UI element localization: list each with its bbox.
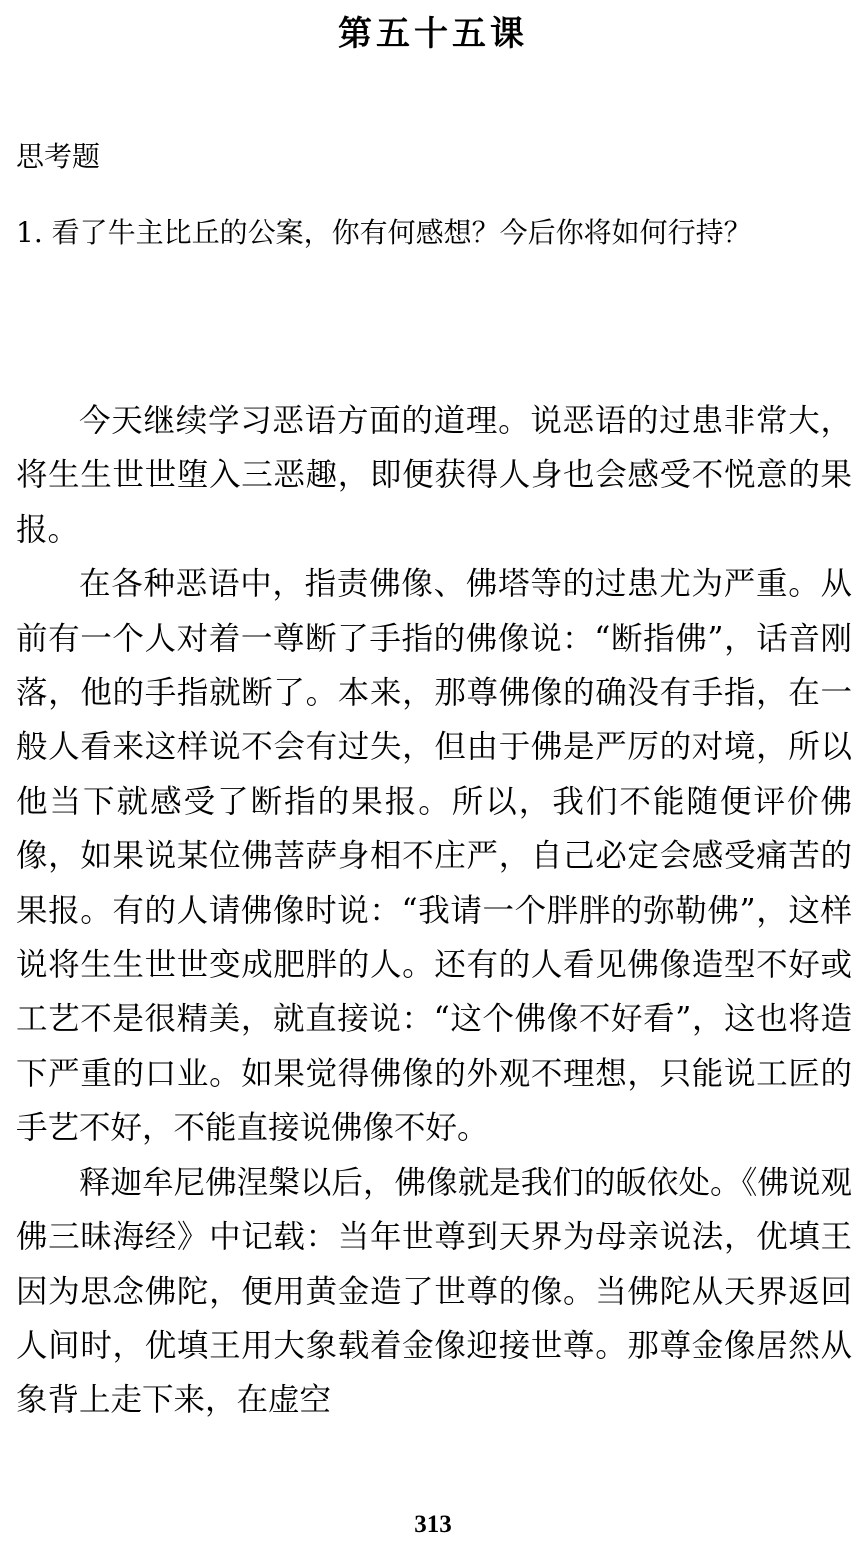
paragraph-1: 今天继续学习恶语方面的道理。说恶语的过患非常大，将生生世世堕入三恶趣，即便获得人身也会感受不悦意的果报。 [16,403,852,548]
paragraph-3: 释迦牟尼佛涅槃以后，佛像就是我们的皈依处。《佛说观佛三昧海经》中记载：当年世尊到天界为母亲说法，优填王因为思念佛陀，便用黄金造了世尊的像。当佛陀从天界返回人间时，优填王用大象载着金像迎接世尊。那尊金像居然从象背上走下来，在虚空 [16,1164,852,1419]
body-text [16,394,852,1428]
page-number: 313 [414,1511,452,1538]
questions-heading: 思考题 [16,140,101,173]
lesson-title: 第五十五课 [338,14,528,54]
question-item-1: 1. 看了牛主比丘的公案，你有何感想？今后你将如何行持？ [16,216,752,249]
paragraph-2: 在各种恶语中，指责佛像、佛塔等的过患尤为严重。从前有一个人对着一尊断了手指的佛像说：“断指佛”，话音刚落，他的手指就断了。本来，那尊佛像的确没有手指，在一般人看来这样说不会有过失，但由于佛是严厉的对境，所以他当下就感受了断指的果报。所以，我们不能随便评价佛像，如果说某位佛菩萨身相不庄严，自己必定会感受痛苦的果报。有的人请佛像时说：“我请一个胖胖的弥勒佛”，这样说将生生世世变成肥胖的人。还有的人看见佛像造型不好或工艺不是很精美，就直接说：“这个佛像不好看”，这也将造下严重的口业。如果觉得佛像的外观不理想，只能说工匠的手艺不好，不能直接说佛像不好。 [16,566,852,1147]
